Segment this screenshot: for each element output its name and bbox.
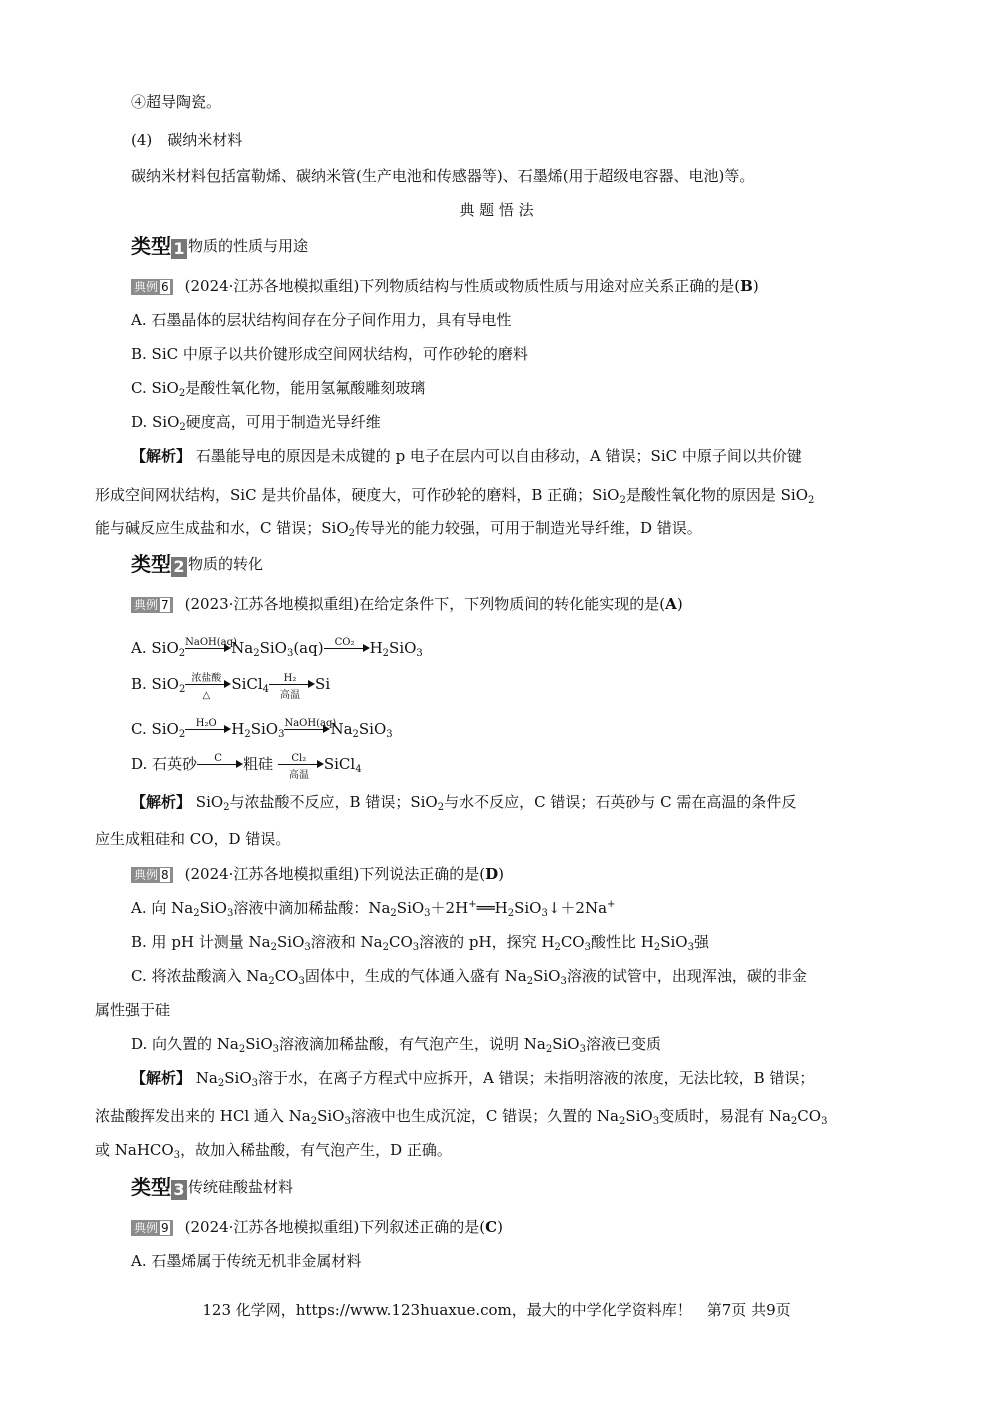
- option-d: D. SiO$_2$硬度高，可用于制造光导纤维: [131, 413, 381, 433]
- option-a: A. 石墨烯属于传统无机非金属材料: [131, 1252, 362, 1270]
- analysis-label: 【解析】: [131, 447, 192, 465]
- analysis-label: 【解析】: [131, 1069, 192, 1087]
- reaction-arrow: Cl₂ 高温: [278, 753, 324, 773]
- option-b: B. SiO$_2$ 浓盐酸 △ SiCl$_4$ H₂ 高温 Si: [131, 673, 331, 701]
- example-tag: 典例 8: [131, 867, 173, 883]
- example-tag: 典例 7: [131, 597, 173, 613]
- option-c: C. SiO$_2$ H₂O $H_2SiO_3$ NaOH(aq) $Na_2SiO_3$: [131, 718, 393, 740]
- option-c: C. SiO$_2$是酸性氧化物，能用氢氟酸雕刻玻璃: [131, 379, 426, 399]
- reaction-arrow: CO₂: [324, 637, 370, 657]
- analysis-8-line-1: 【解析】 $Na_2SiO_3$溶于水，在离子方程式中应拆开，A 错误；未指明溶液的浓度，无法比较，B 错误；: [131, 1069, 815, 1089]
- example-6-stem: 典例 6 (2024·江苏各地模拟重组)下列物质结构与性质或物质性质与用途对应关系正确的是(B): [131, 276, 759, 296]
- reaction-arrow: C: [197, 753, 243, 773]
- option-d: D. 向久置的 $Na_2SiO_3$溶液滴加稀盐酸，有气泡产生，说明 $Na_2SiO_3$溶液已变质: [131, 1035, 661, 1055]
- option-c-line-2: 属性强于硅: [95, 1001, 171, 1019]
- type-title: 物质的转化: [188, 555, 264, 573]
- analysis-6-line-3: 能与碱反应生成盐和水，C 错误；SiO$_2$传导光的能力较强，可用于制造光导纤维，D 错误。: [95, 519, 702, 539]
- reaction-arrow: H₂O: [185, 718, 231, 738]
- analysis-8-line-3: 或 NaHCO$_3$，故加入稀盐酸，有气泡产生，D 正确。: [95, 1141, 452, 1161]
- option-c: C. 将浓盐酸滴入 $Na_2CO_3$固体中，生成的气体通入盛有 $Na_2SiO_3$溶液的试管中，出现浑浊，碳的非金: [131, 967, 807, 987]
- example-tag: 典例 9: [131, 1220, 173, 1236]
- intro-line-2: (4) 碳纳米材料: [131, 131, 243, 149]
- answer: A: [665, 595, 677, 613]
- type-3-heading: [131, 1177, 293, 1200]
- type-number-badge: 2: [171, 557, 187, 577]
- reaction-arrow: H₂ 高温: [269, 673, 315, 693]
- option-a: A. 石墨晶体的层状结构间存在分子间作用力，具有导电性: [131, 311, 512, 329]
- type-number-badge: 1: [171, 239, 187, 259]
- option-d: D. 石英砂 C 粗硅 Cl₂ 高温 SiCl$_4$: [131, 753, 362, 781]
- analysis-label: 【解析】: [131, 793, 192, 811]
- reaction-arrow: NaOH(aq): [185, 637, 231, 657]
- type-1-heading: [131, 236, 308, 259]
- option-b: B. 用 pH 计测量 $Na_2SiO_3$溶液和 $Na_2CO_3$溶液的 pH，探究 $H_2CO_3$酸性比 $H_2SiO_3$强: [131, 933, 709, 953]
- reaction-arrow: NaOH(aq): [284, 718, 330, 738]
- answer: C: [485, 1218, 498, 1236]
- analysis-6-line-1: 【解析】 石墨能导电的原因是未成键的 p 电子在层内可以自由移动，A 错误；SiC 中原子间以共价键: [131, 447, 802, 465]
- answer: D: [485, 865, 499, 883]
- intro-line-3: 碳纳米材料包括富勒烯、碳纳米管(生产电池和传感器等)、石墨烯(用于超级电容器、电池)等。: [131, 167, 755, 185]
- intro-line-1: ④超导陶瓷。: [131, 93, 222, 111]
- example-8-stem: 典例 8 (2024·江苏各地模拟重组)下列说法正确的是(D): [131, 864, 504, 884]
- option-b: B. SiC 中原子以共价键形成空间网状结构，可作砂轮的磨料: [131, 345, 528, 363]
- type-label: 类型: [131, 552, 171, 576]
- section-title: 典 题 悟 法: [459, 201, 534, 219]
- reaction-arrow: 浓盐酸 △: [185, 673, 231, 693]
- type-title: 传统硅酸盐材料: [188, 1178, 294, 1196]
- page-footer: 123 化学网，https://www.123huaxue.com，最大的中学化学资料库！ 第7页 共9页: [202, 1301, 791, 1319]
- example-9-stem: 典例 9 (2024·江苏各地模拟重组)下列叙述正确的是(C): [131, 1217, 503, 1237]
- example-tag: 典例 6: [131, 279, 173, 295]
- type-title: 物质的性质与用途: [188, 237, 309, 255]
- type-label: 类型: [131, 234, 171, 258]
- type-2-heading: [131, 554, 263, 577]
- type-number-badge: 3: [171, 1180, 187, 1200]
- analysis-8-line-2: 浓盐酸挥发出来的 HCl 通入 $Na_2SiO_3$溶液中也生成沉淀，C 错误；久置的 $Na_2SiO_3$变质时，易混有 $Na_2CO_3$: [95, 1107, 828, 1127]
- option-a: A. SiO$_2$ NaOH(aq) $Na_2SiO_3(aq)$ CO₂ $H_2SiO_3$: [131, 637, 423, 659]
- answer: B: [740, 277, 753, 295]
- analysis-7-line-1: 【解析】 SiO$_2$与浓盐酸不反应，B 错误；SiO$_2$与水不反应，C 错误；石英砂与 C 需在高温的条件反: [131, 793, 797, 813]
- example-7-stem: 典例 7 (2023·江苏各地模拟重组)在给定条件下，下列物质间的转化能实现的是(A): [131, 594, 683, 614]
- analysis-7-line-2: 应生成粗硅和 CO，D 错误。: [95, 830, 291, 848]
- analysis-6-line-2: 形成空间网状结构，SiC 是共价晶体，硬度大，可作砂轮的磨料，B 正确；SiO$_2$是酸性氧化物的原因是 SiO$_2$: [95, 486, 815, 506]
- option-a: A. 向 $Na_2SiO_3$溶液中滴加稀盐酸：$Na_2SiO_3+2H^+══H_2SiO_3↓+2Na^+$: [131, 899, 616, 919]
- type-label: 类型: [131, 1175, 171, 1199]
